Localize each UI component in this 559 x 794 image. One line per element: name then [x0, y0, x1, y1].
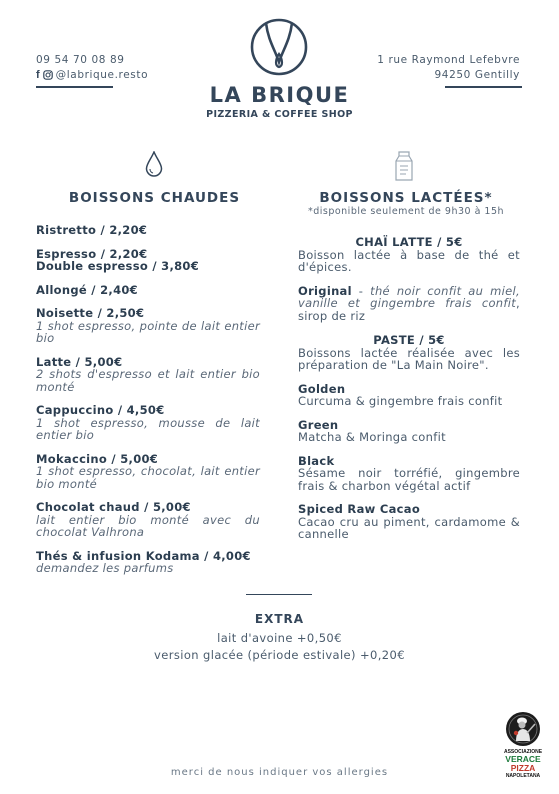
item-name: Thés & infusion Kodama / 4,00€: [36, 548, 251, 563]
badge-line-3: PIZZA: [510, 763, 536, 773]
milk-drinks-list: [298, 236, 520, 541]
section-title-milk-drinks: BOISSONS LACTÉES*: [319, 190, 493, 206]
paste-item-name: Green: [298, 417, 339, 432]
instagram-icon: [43, 70, 53, 80]
paste-item-name: Black: [298, 453, 335, 468]
menu-item: [36, 453, 260, 491]
section-title-hot-drinks: BOISSONS CHAUDES: [68, 190, 241, 206]
menu-item: [36, 248, 260, 273]
item-description: demandez les parfums: [36, 561, 174, 575]
water-drop-icon: [145, 151, 163, 177]
chai-original-description: thé noir confit au miel, vanille et gingembre frais confit: [298, 283, 520, 310]
badge-line-1: ASSOCIAZIONE: [503, 749, 543, 755]
avpn-badge: [497, 711, 549, 779]
paste-item: [298, 455, 520, 493]
paste-item-description: Curcuma & gingembre frais confit: [298, 394, 503, 408]
hot-drinks-list: [36, 224, 260, 575]
milk-carton-icon: [394, 151, 414, 181]
paste-title: PASTE / 5€: [373, 333, 445, 347]
menu-item: [36, 404, 260, 442]
chai-latte-title: CHAÏ LATTE / 5€: [355, 235, 463, 249]
chai-original: [298, 285, 520, 323]
item-name: Allongé / 2,40€: [36, 282, 138, 297]
menu-item: [36, 550, 260, 575]
item-name: Double espresso / 3,80€: [36, 259, 200, 273]
badge-line-4: NAPOLETANA: [505, 773, 541, 779]
item-description: 1 shot espresso, chocolat, lait entier bio monté: [36, 464, 260, 491]
paste-item: [298, 419, 520, 444]
menu-item: [36, 501, 260, 539]
extra-title: EXTRA: [254, 612, 305, 626]
extra-line-2: version glacée (période estivale) +0,20€: [154, 648, 405, 662]
chai-original-end: , sirop de riz: [298, 296, 520, 323]
availability-note: *disponible seulement de 9h30 à 15h: [307, 206, 505, 217]
item-name: Espresso / 2,20€: [36, 246, 148, 261]
paste-item-description: Matcha & Moringa confit: [298, 430, 446, 444]
address-line2: 94250 Gentilly: [434, 69, 520, 81]
brand-subtitle: PIZZERIA & COFFEE SHOP: [206, 109, 353, 120]
chai-latte-description: Boisson lactée à base de thé et d'épices.: [298, 247, 520, 274]
item-name: Mokaccino / 5,00€: [36, 451, 159, 466]
item-description: lait entier bio monté avec du chocolat Valhrona: [36, 512, 260, 539]
menu-item: [36, 284, 260, 297]
item-description: 2 shots d'espresso et lait entier bio monté: [36, 367, 260, 394]
item-description: 1 shot espresso, pointe de lait entier bio: [36, 318, 260, 345]
paste-item: [298, 503, 520, 541]
pizzaiolo-emblem-icon: [505, 711, 541, 747]
item-name: Ristretto / 2,20€: [36, 223, 148, 237]
social-handle: [36, 69, 148, 81]
chai-original-separator: -: [351, 283, 371, 298]
item-name: Chocolat chaud / 5,00€: [36, 500, 191, 514]
paste-item-name: Spiced Raw Cacao: [298, 502, 421, 516]
header-left-rule: [36, 86, 113, 88]
paste-item: [298, 383, 520, 408]
brand-logo-icon: [247, 18, 311, 76]
extra-line-1: lait d'avoine +0,50€: [217, 631, 342, 645]
item-description: 1 shot espresso, mousse de lait entier bio: [36, 415, 260, 442]
facebook-icon: f: [36, 69, 40, 81]
paste-description: Boissons lactée réalisée avec les préparation de "La Main Noire".: [298, 345, 520, 372]
brand-name: LA BRIQUE: [209, 83, 350, 107]
badge-line-2: VERACE: [505, 754, 541, 764]
extra-divider: [246, 594, 312, 595]
menu-item: [36, 307, 260, 345]
address-line1: 1 rue Raymond Lefebvre: [377, 54, 520, 66]
item-name: Latte / 5,00€: [36, 354, 123, 369]
allergy-note: merci de nous indiquer vos allergies: [170, 767, 389, 778]
menu-item: [36, 224, 260, 237]
social-handle-text: @labrique.resto: [55, 69, 149, 81]
paste-item-description: Cacao cru au piment, cardamome & cannelle: [298, 514, 520, 541]
item-name: Noisette / 2,50€: [36, 306, 145, 320]
phone-number: 09 54 70 08 89: [36, 54, 125, 66]
menu-item: [36, 356, 260, 394]
paste-item-description: Sésame noir torréfié, gingembre frais & charbon végétal actif: [298, 466, 520, 493]
item-name: Cappuccino / 4,50€: [36, 403, 165, 417]
header-right-rule: [445, 86, 522, 88]
paste-item-name: Golden: [298, 381, 346, 396]
chai-original-name: Original: [298, 283, 352, 298]
